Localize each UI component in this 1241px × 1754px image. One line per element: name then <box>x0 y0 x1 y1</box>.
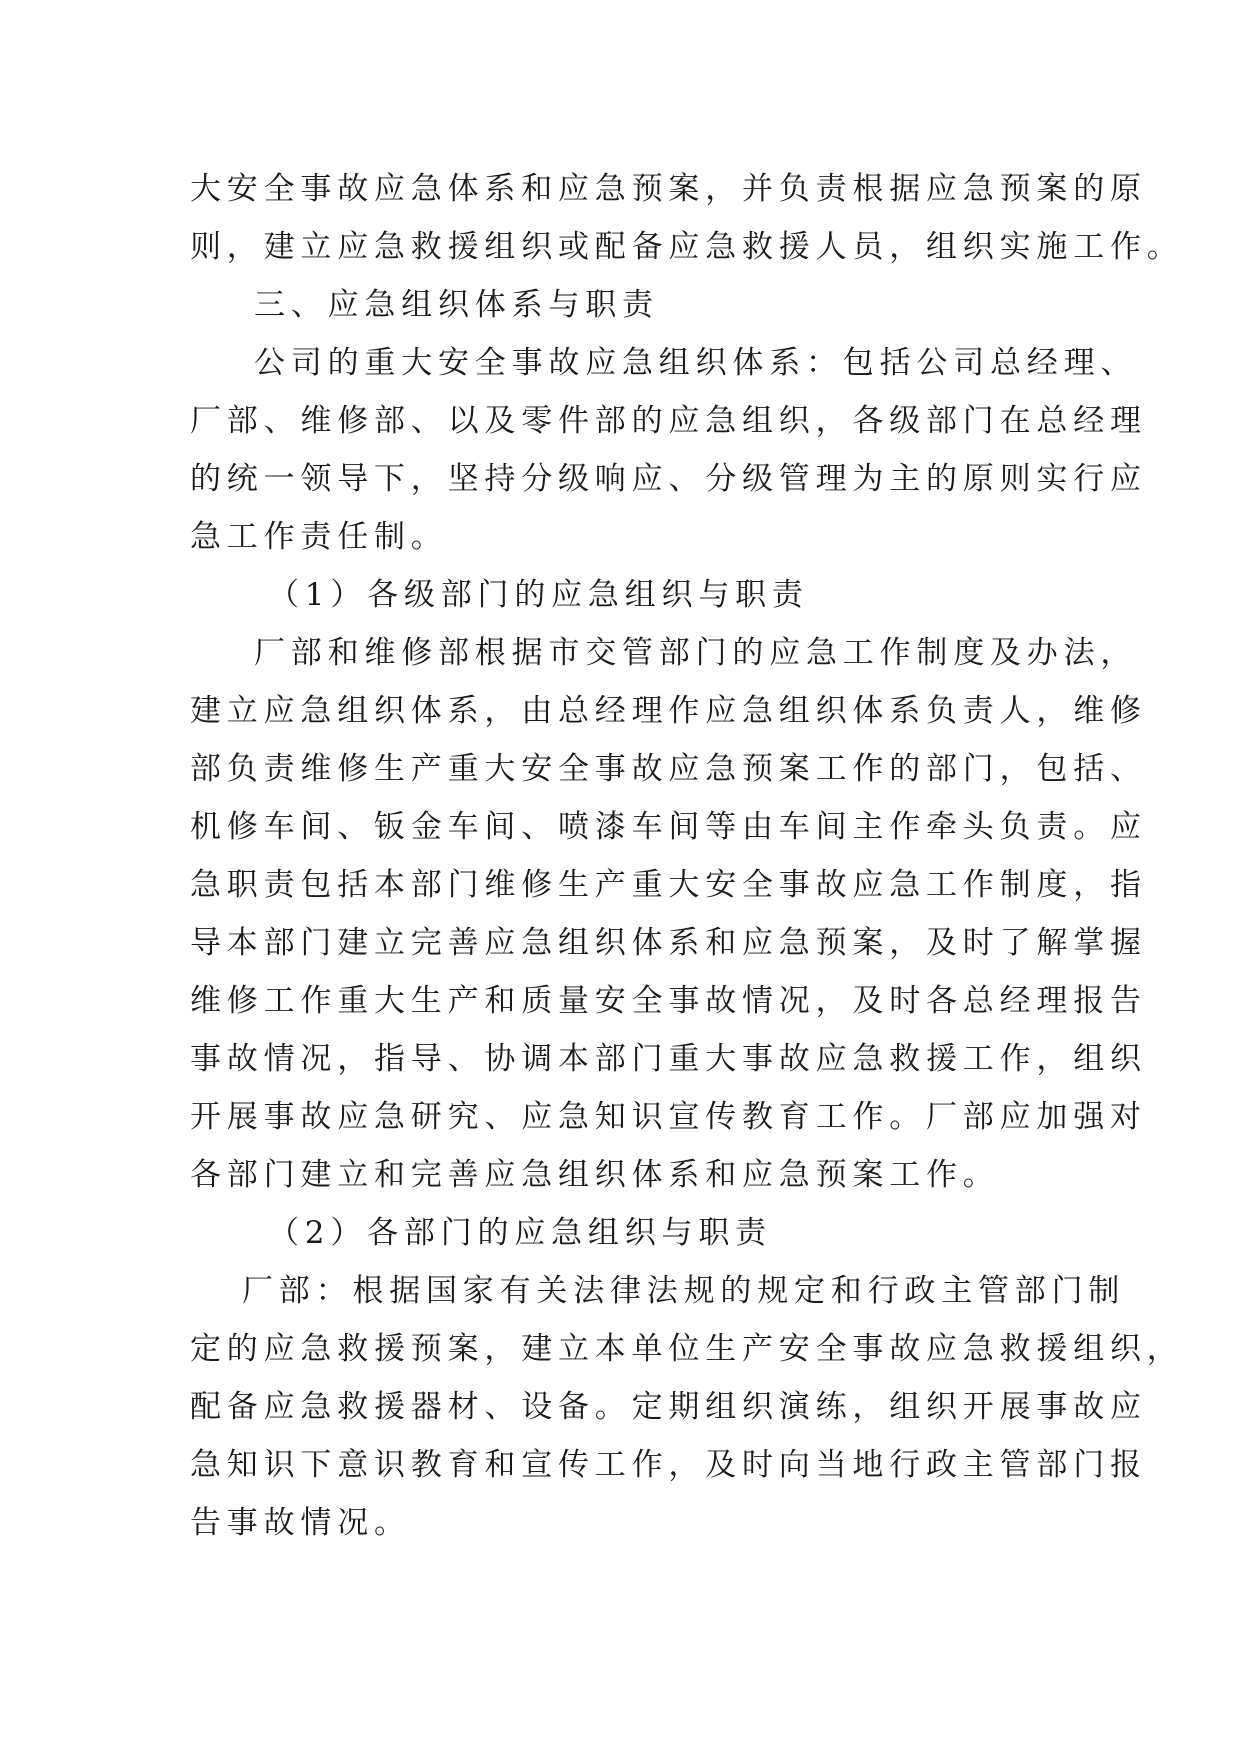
document-body <box>190 160 1184 1552</box>
text-line-21: 定的应急救援预案，建立本单位生产安全事故应急救援组织， <box>190 1331 1184 1367</box>
text-line-11: 部负责维修生产重大安全事故应急预案工作的部门，包括、 <box>190 751 1147 787</box>
text-line-15: 维修工作重大生产和质量安全事故情况，及时各总经理报告 <box>190 983 1147 1019</box>
text-line-4: 公司的重大安全事故应急组织体系：包括公司总经理、 <box>254 345 1138 381</box>
text-line-13: 急职责包括本部门维修生产重大安全事故应急工作制度，指 <box>190 867 1147 903</box>
subsection-heading-2: （2）各部门的应急组织与职责 <box>268 1215 772 1251</box>
text-line-23: 急知识下意识教育和宣传工作，及时向当地行政主管部门报 <box>190 1447 1147 1483</box>
text-line-22: 配备应急救援器材、设备。定期组织演练，组织开展事故应 <box>190 1389 1147 1425</box>
text-line-14: 导本部门建立完善应急组织体系和应急预案，及时了解掌握 <box>190 925 1147 961</box>
text-line-24: 告事故情况。 <box>190 1505 411 1541</box>
text-line-10: 建立应急组织体系，由总经理作应急组织体系负责人，维修 <box>190 693 1147 729</box>
text-line-16: 事故情况，指导、协调本部门重大事故应急救援工作，组织 <box>190 1041 1147 1077</box>
text-line-17: 开展事故应急研究、应急知识宣传教育工作。厂部应加强对 <box>190 1099 1147 1135</box>
text-line-18: 各部门建立和完善应急组织体系和应急预案工作。 <box>190 1157 1000 1193</box>
text-line-9: 厂部和维修部根据市交管部门的应急工作制度及办法， <box>254 635 1138 671</box>
text-line-6: 的统一领导下，坚持分级响应、分级管理为主的原则实行应 <box>190 461 1147 497</box>
subsection-heading-1: （1）各级部门的应急组织与职责 <box>268 577 809 613</box>
text-line-5: 厂部、维修部、以及零件部的应急组织，各级部门在总经理 <box>190 403 1147 439</box>
text-line-7: 急工作责任制。 <box>190 519 448 555</box>
section-heading-3: 三、应急组织体系与职责 <box>254 287 659 323</box>
text-line-1: 大安全事故应急体系和应急预案，并负责根据应急预案的原 <box>190 171 1147 207</box>
text-line-20: 厂部：根据国家有关法律法规的规定和行政主管部门制 <box>242 1273 1126 1309</box>
text-line-2: 则，建立应急救援组织或配备应急救援人员，组织实施工作。 <box>190 229 1184 265</box>
text-line-12: 机修车间、钣金车间、喷漆车间等由车间主作牵头负责。应 <box>190 809 1147 845</box>
